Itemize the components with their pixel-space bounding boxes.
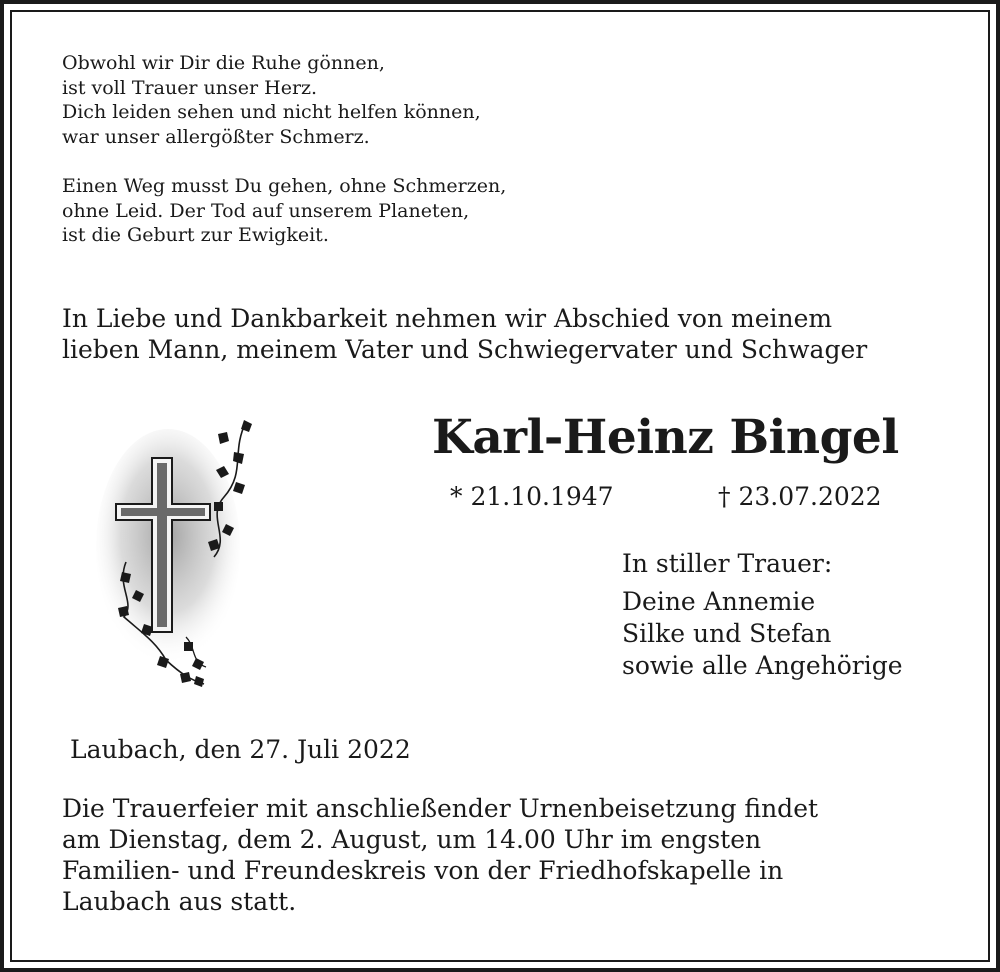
poem-line: ist voll Trauer unser Herz. <box>62 76 318 99</box>
funeral-line: Laubach aus statt. <box>62 887 297 916</box>
intro-line: lieben Mann, meinem Vater und Schwiegervater und Schwager <box>62 335 868 364</box>
poem-stanza-2 <box>62 174 622 248</box>
funeral-line: am Dienstag, dem 2. August, um 14.00 Uhr im engsten <box>62 825 762 854</box>
place-and-date: Laubach, den 27. Juli 2022 <box>70 735 411 764</box>
poem-stanza-1 <box>62 51 622 149</box>
poem-line: ohne Leid. Der Tod auf unserem Planeten, <box>62 199 470 222</box>
poem-line: Dich leiden sehen und nicht helfen können, <box>62 101 481 123</box>
cross-with-ivy-icon <box>96 412 266 692</box>
poem-line: Einen Weg musst Du gehen, ohne Schmerzen, <box>62 175 507 197</box>
funeral-line: Die Trauerfeier mit anschließender Urnenbeisetzung findet <box>62 794 819 823</box>
deceased-name: Karl-Heinz Bingel <box>432 410 899 465</box>
mourner-name: sowie alle Angehörige <box>622 651 903 680</box>
death-date: † 23.07.2022 <box>718 482 882 511</box>
mourner-name: Silke und Stefan <box>622 619 832 648</box>
farewell-intro <box>62 303 962 365</box>
poem-line: Obwohl wir Dir die Ruhe gönnen, <box>62 52 385 74</box>
poem-line: ist die Geburt zur Ewigkeit. <box>62 224 329 246</box>
funeral-notice <box>62 793 962 917</box>
intro-line: In Liebe und Dankbarkeit nehmen wir Abschied von meinem <box>62 304 833 333</box>
mourners-block <box>622 548 962 682</box>
funeral-line: Familien- und Freundeskreis von der Friedhofskapelle in <box>62 856 784 885</box>
mourners-heading: In stiller Trauer: <box>622 549 833 578</box>
mourner-name: Deine Annemie <box>622 587 816 616</box>
poem-line: war unser allergößter Schmerz. <box>62 125 370 148</box>
birth-date: * 21.10.1947 <box>450 482 614 511</box>
